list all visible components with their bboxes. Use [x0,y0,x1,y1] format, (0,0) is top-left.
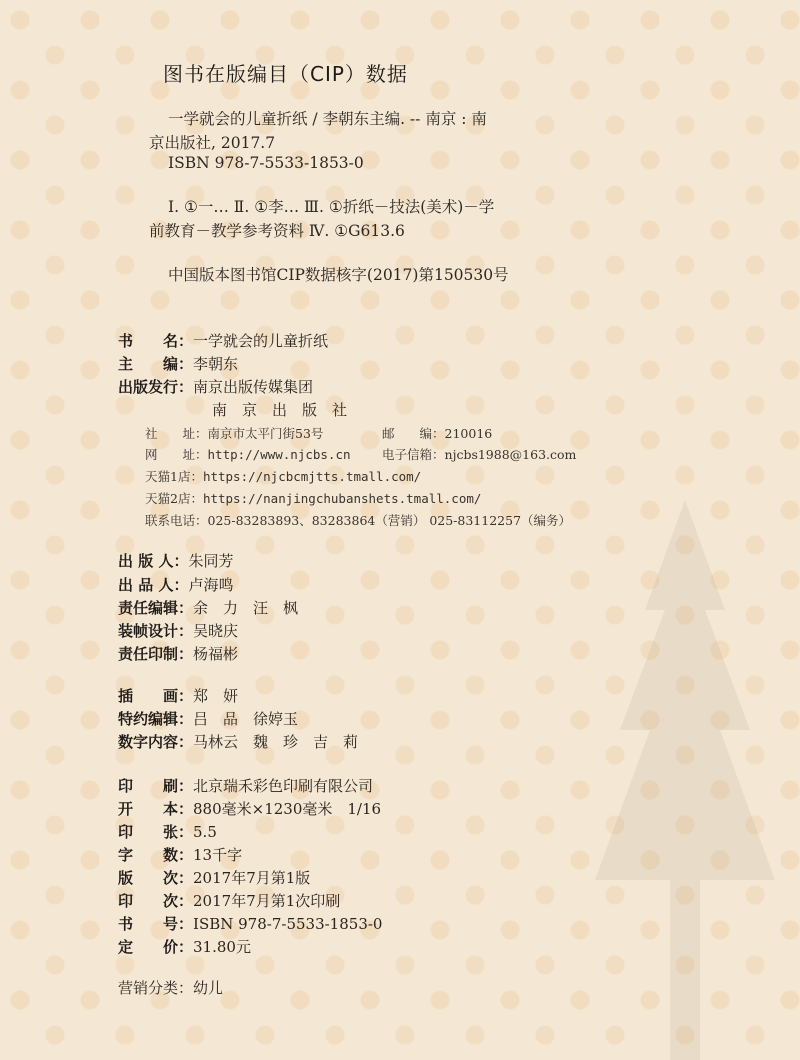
publisher-value-1: 南京出版传媒集团 [193,378,314,396]
cip-line-4: Ⅰ. ①一… Ⅱ. ①李… Ⅲ. ①折纸－技法(美术)－学 [168,198,495,216]
producer-label: 出 品 人： [118,576,189,594]
book-title-row [118,330,328,351]
book-title-value: 一学就会的儿童折纸 [193,332,329,350]
tmall2-value: https://nanjingchubanshets.tmall.com/ [202,491,482,506]
digital-content-row [118,731,358,752]
edition-row [118,867,310,888]
words-value: 13千字 [193,846,243,864]
printer-label: 印 刷： [118,777,194,795]
background-tree-watermark [590,500,780,1060]
resp-editor-row [118,597,298,618]
illustration-row [118,685,238,706]
digital-content-label: 数字内容： [118,733,194,751]
special-editor-label: 特约编辑： [118,710,194,728]
isbn-value: ISBN 978-7-5533-1853-0 [193,915,383,933]
design-row [118,620,238,641]
website-value: http://www.njcbs.cn [207,447,351,462]
tmall1-value: https://njcbcmjtts.tmall.com/ [202,469,422,484]
address-label: 社 址： [145,426,208,441]
address-value: 南京市太平门街53号 [207,426,324,441]
sheets-label: 印 张： [118,823,194,841]
phone-value: 025-83283893、83283864（营销） 025-83112257（编务） [207,513,572,528]
words-label: 字 数： [118,846,194,864]
design-label: 装帧设计： [118,622,194,640]
cip-title: 图书在版编目（CIP）数据 [163,62,408,86]
special-editor-value: 吕 品 徐婷玉 [193,710,299,728]
phone-row [145,511,571,529]
cip-line-6: 中国版本图书馆CIP数据核字(2017)第150530号 [168,266,509,284]
publisher-person-row [118,550,233,571]
resp-editor-label: 责任编辑： [118,599,194,617]
email-value: njcbs1988@163.com [444,447,577,462]
tmall2-row [145,489,481,507]
resp-print-value: 杨福彬 [193,645,239,663]
cip-line-2: 京出版社, 2017.7 [149,134,276,152]
postcode-label: 邮 编： [382,426,445,441]
publisher-person-label: 出 版 人： [118,552,189,570]
special-editor-row [118,708,298,729]
impression-row [118,890,340,911]
website-label: 网 址： [145,447,208,462]
editor-label: 主 编： [118,355,194,373]
cip-line-1: 一学就会的儿童折纸 / 李朝东主编. -- 南京 : 南 [168,110,487,128]
tmall1-row [145,467,421,485]
website-row [145,445,351,463]
illustration-label: 插 画： [118,687,194,705]
printer-row [118,775,373,796]
tmall2-label: 天猫2店： [145,491,203,506]
design-value: 吴晓庆 [193,622,239,640]
marketing-label: 营销分类： [118,979,194,997]
edition-value: 2017年7月第1版 [193,869,311,887]
postcode-value: 210016 [444,426,493,441]
resp-editor-value: 余 力 汪 枫 [193,599,299,617]
cip-line-3: ISBN 978-7-5533-1853-0 [168,154,364,172]
tmall1-label: 天猫1店： [145,469,203,484]
format-value: 880毫米×1230毫米 1/16 [193,800,382,818]
resp-print-row [118,643,238,664]
email-row [382,445,576,463]
editor-row [118,353,238,374]
edition-label: 版 次： [118,869,194,887]
price-label: 定 价： [118,938,194,956]
postcode-row [382,424,492,442]
sheets-value: 5.5 [193,823,217,841]
publisher-label: 出版发行： [118,378,194,396]
illustration-value: 郑 妍 [193,687,239,705]
publisher-row [118,376,313,397]
digital-content-value: 马林云 魏 珍 吉 莉 [193,733,359,751]
producer-value: 卢海鸣 [188,576,234,594]
price-value: 31.80元 [193,938,251,956]
resp-print-label: 责任印制： [118,645,194,663]
producer-row [118,574,233,595]
isbn-label: 书 号： [118,915,194,933]
printer-value: 北京瑞禾彩色印刷有限公司 [193,777,374,795]
price-row [118,936,251,957]
marketing-value: 幼儿 [193,979,224,997]
editor-value: 李朝东 [193,355,239,373]
address-row [145,424,323,442]
phone-label: 联系电话： [145,513,208,528]
publisher-person-value: 朱同芳 [188,552,234,570]
impression-value: 2017年7月第1次印刷 [193,892,341,910]
isbn-row [118,913,382,934]
publisher-value-2: 南 京 出 版 社 [212,401,348,419]
impression-label: 印 次： [118,892,194,910]
format-label: 开 本： [118,800,194,818]
email-label: 电子信箱： [382,447,445,462]
format-row [118,798,381,819]
marketing-row [118,977,223,998]
sheets-row [118,821,217,842]
cip-line-5: 前教育－教学参考资料 Ⅳ. ①G613.6 [149,222,405,240]
book-title-label: 书 名： [118,332,194,350]
words-row [118,844,242,865]
